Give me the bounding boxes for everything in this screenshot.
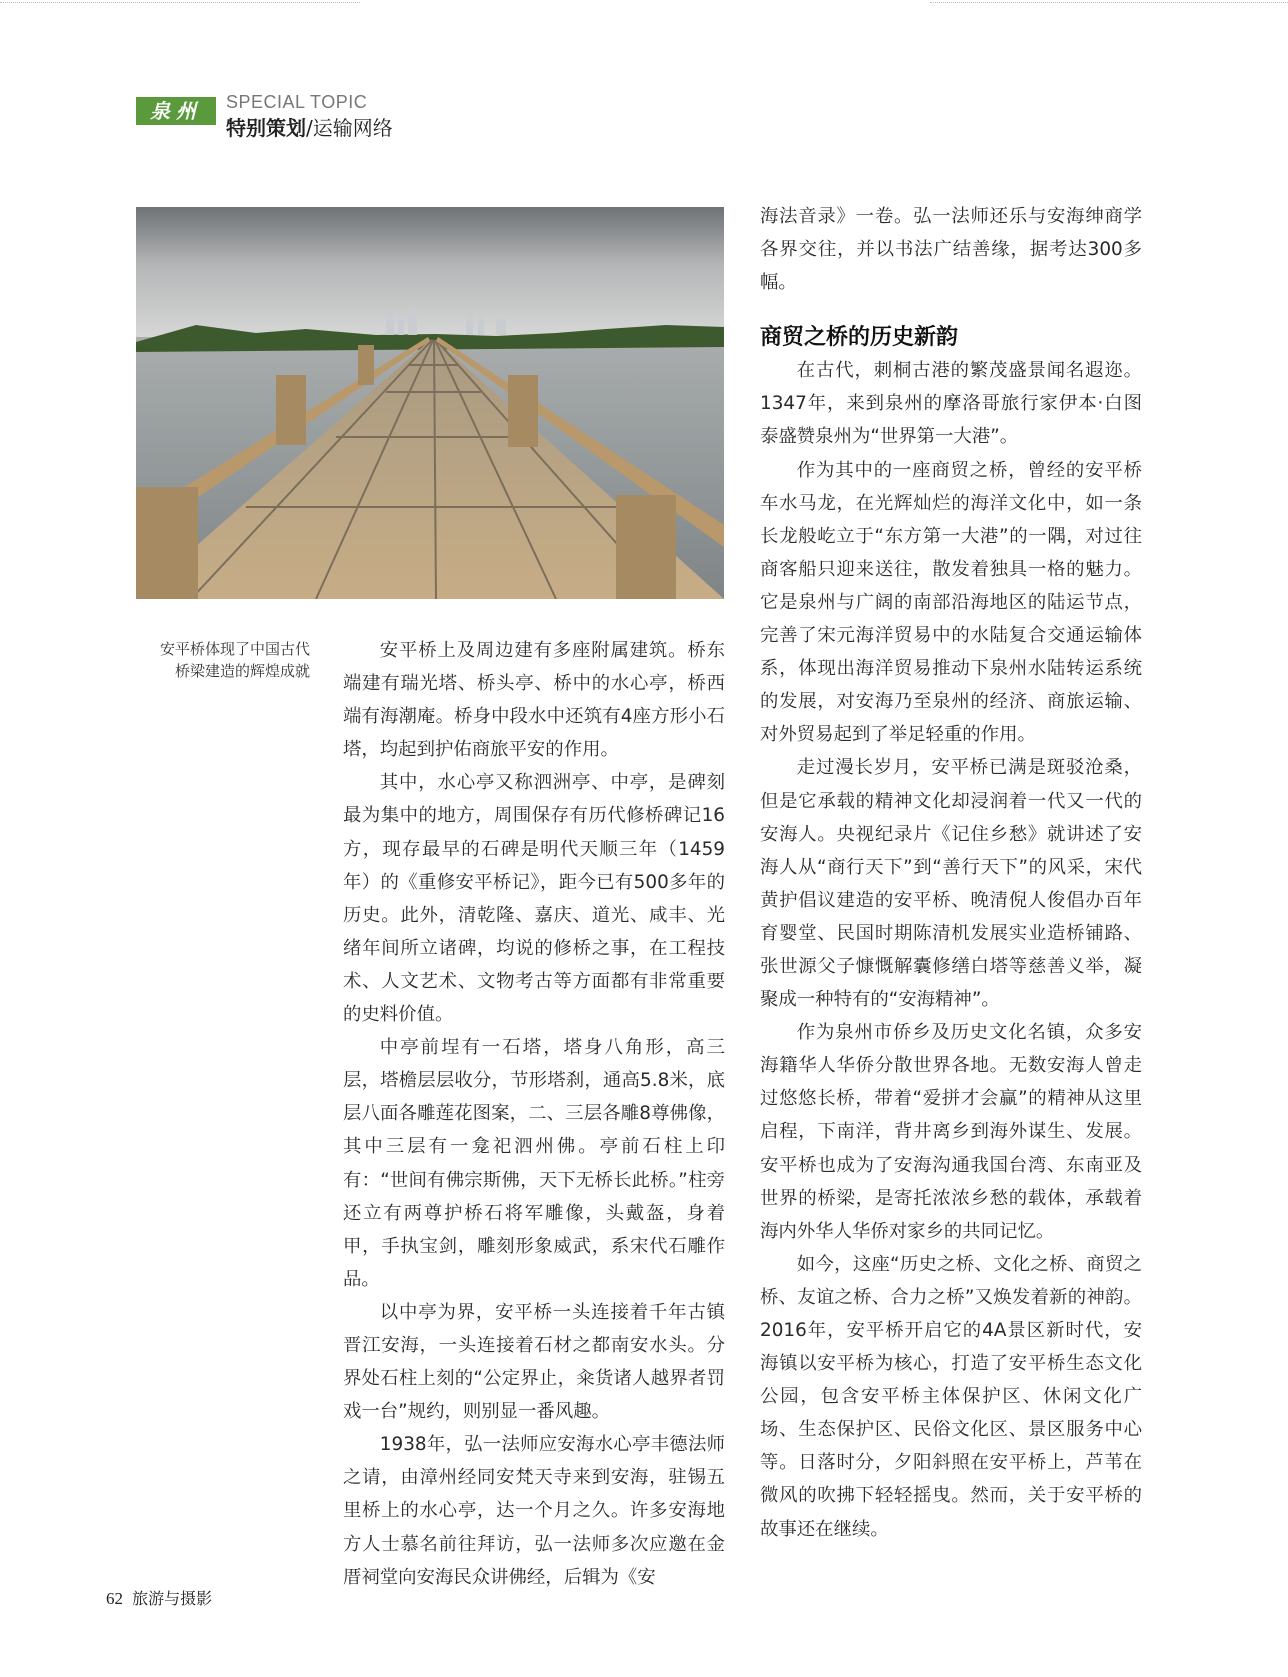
paragraph: 如今，这座“历史之桥、文化之桥、商贸之桥、友谊之桥、合力之桥”又焕发着新的神韵。2016年，安平桥开启它的4A景区新时代，安海镇以安平桥为核心，打造了安平桥生态文化公园，包含安平桥主体保护区、休闲文化广场、生态保护区、民俗文化区、景区服务中心等。日落时分，夕阳斜照在安平桥上，芦苇在微风的吹拂下轻轻摇曳。然而，关于安平桥的故事还在继续。 — [760, 1253, 1142, 1540]
paragraph-continuation: 海法音录》一卷。弘一法师还乐与安海绅商学各界交往，并以书法广结善缘，据考达300多幅。 — [760, 206, 1142, 294]
caption-line: 安平桥体现了中国古代 — [159, 640, 310, 658]
paragraph: 在古代，刺桐古港的繁茂盛景闻名遐迩。1347年，来到泉州的摩洛哥旅行家伊本·白图泰盛赞泉州为“世界第一大港”。 — [760, 360, 1142, 448]
paragraph: 走过漫长岁月，安平桥已满是斑驳沧桑，但是它承载的精神文化却浸润着一代又一代的安海人。央视纪录片《记住乡愁》就讲述了安海人从“商行天下”到“善行天下”的风采，宋代黄护倡议建造的安平桥、晚清倪人俊倡办百年育婴堂、民国时期陈清机发展实业造桥铺路、张世源父子慷慨解囊修缮白塔等慈善义举，凝聚成一种特有的“安海精神”。 — [760, 757, 1142, 1011]
article-column-right — [760, 200, 1142, 1546]
article-column-middle — [343, 634, 725, 1594]
photo-caption — [150, 638, 310, 682]
magazine-name: 旅游与摄影 — [132, 1589, 213, 1608]
topic-title — [226, 112, 393, 141]
paragraph: 安平桥上及周边建有多座附属建筑。桥东端建有瑞光塔、桥头亭、桥中的水心亭，桥西端有海潮庵。桥身中段水中还筑有4座方形小石塔，均起到护佑商旅平安的作用。 — [343, 640, 725, 761]
page-footer — [106, 1586, 212, 1609]
bridge-illustration — [136, 207, 724, 599]
quanzhou-logo: 泉州 — [136, 97, 216, 125]
paragraph: 中亭前埕有一石塔，塔身八角形，高三层，塔檐层层收分，节形塔刹，通高5.8米，底层八面各雕莲花图案，二、三层各雕8尊佛像，其中三层有一龛祀泗州佛。亭前石柱上印有：“世间有佛宗斯佛，天下无桥长此桥。”柱旁还立有两尊护桥石将军雕像，头戴盔，身着甲，手执宝剑，雕刻形象威武，系宋代石雕作品。 — [343, 1037, 725, 1290]
special-topic-label: SPECIAL TOPIC — [226, 92, 368, 112]
top-rule-left — [0, 2, 360, 3]
section-heading: 商贸之桥的历史新韵 — [760, 325, 959, 351]
bridge-photo — [136, 207, 724, 599]
paragraph: 以中亭为界，安平桥一头连接着千年古镇晋江安海，一头连接着石材之都南安水头。分界处石柱上刻的“公定界止，籴货诸人越界者罚戏一台”规约，则别显一番风趣。 — [343, 1301, 725, 1423]
top-rule-right — [930, 2, 1288, 3]
paragraph: 其中，水心亭又称泗洲亭、中亭，是碑刻最为集中的地方，周围保存有历代修桥碑记16方，现存最早的石碑是明代天顺三年（1459年）的《重修安平桥记》，距今已有500多年的历史。此外，清乾隆、嘉庆、道光、咸丰、光绪年间所立诸碑，均说的修桥之事，在工程技术、人文艺术、文物考古等方面都有非常重要的史料价值。 — [343, 772, 725, 1026]
topic-title-rest: /运输网络 — [306, 116, 393, 140]
paragraph: 作为泉州市侨乡及历史文化名镇，众多安海籍华人华侨分散世界各地。无数安海人曾走过悠悠长桥，带着“爱拼才会赢”的精神从这里启程，下南洋，背井离乡到海外谋生、发展。安平桥也成为了安海沟通我国台湾、东南亚及世界的桥梁，是寄托浓浓乡愁的载体，承载着海内外华人华侨对家乡的共同记忆。 — [760, 1022, 1142, 1242]
caption-line: 桥梁建造的辉煌成就 — [174, 662, 310, 680]
paragraph: 作为其中的一座商贸之桥，曾经的安平桥车水马龙，在光辉灿烂的海洋文化中，如一条长龙般屹立于“东方第一大港”的一隅，对过往商客船只迎来送往，散发着独具一格的魅力。它是泉州与广阔的南部沿海地区的陆运节点，完善了宋元海洋贸易中的水陆复合交通运输体系，体现出海洋贸易推动下泉州水陆转运系统的发展，对安海乃至泉州的经济、商旅运输、对外贸易起到了举足轻重的作用。 — [760, 459, 1142, 746]
page-number: 62 — [106, 1589, 123, 1608]
paragraph: 1938年，弘一法师应安海水心亭丰德法师之请，由漳州经同安梵天寺来到安海，驻锡五里桥上的水心亭，达一个月之久。许多安海地方人士慕名前往拜访，弘一法师多次应邀在金厝祠堂向安海民众讲佛经，后辑为《安 — [343, 1434, 725, 1588]
topic-title-bold: 特别策划 — [226, 116, 306, 140]
